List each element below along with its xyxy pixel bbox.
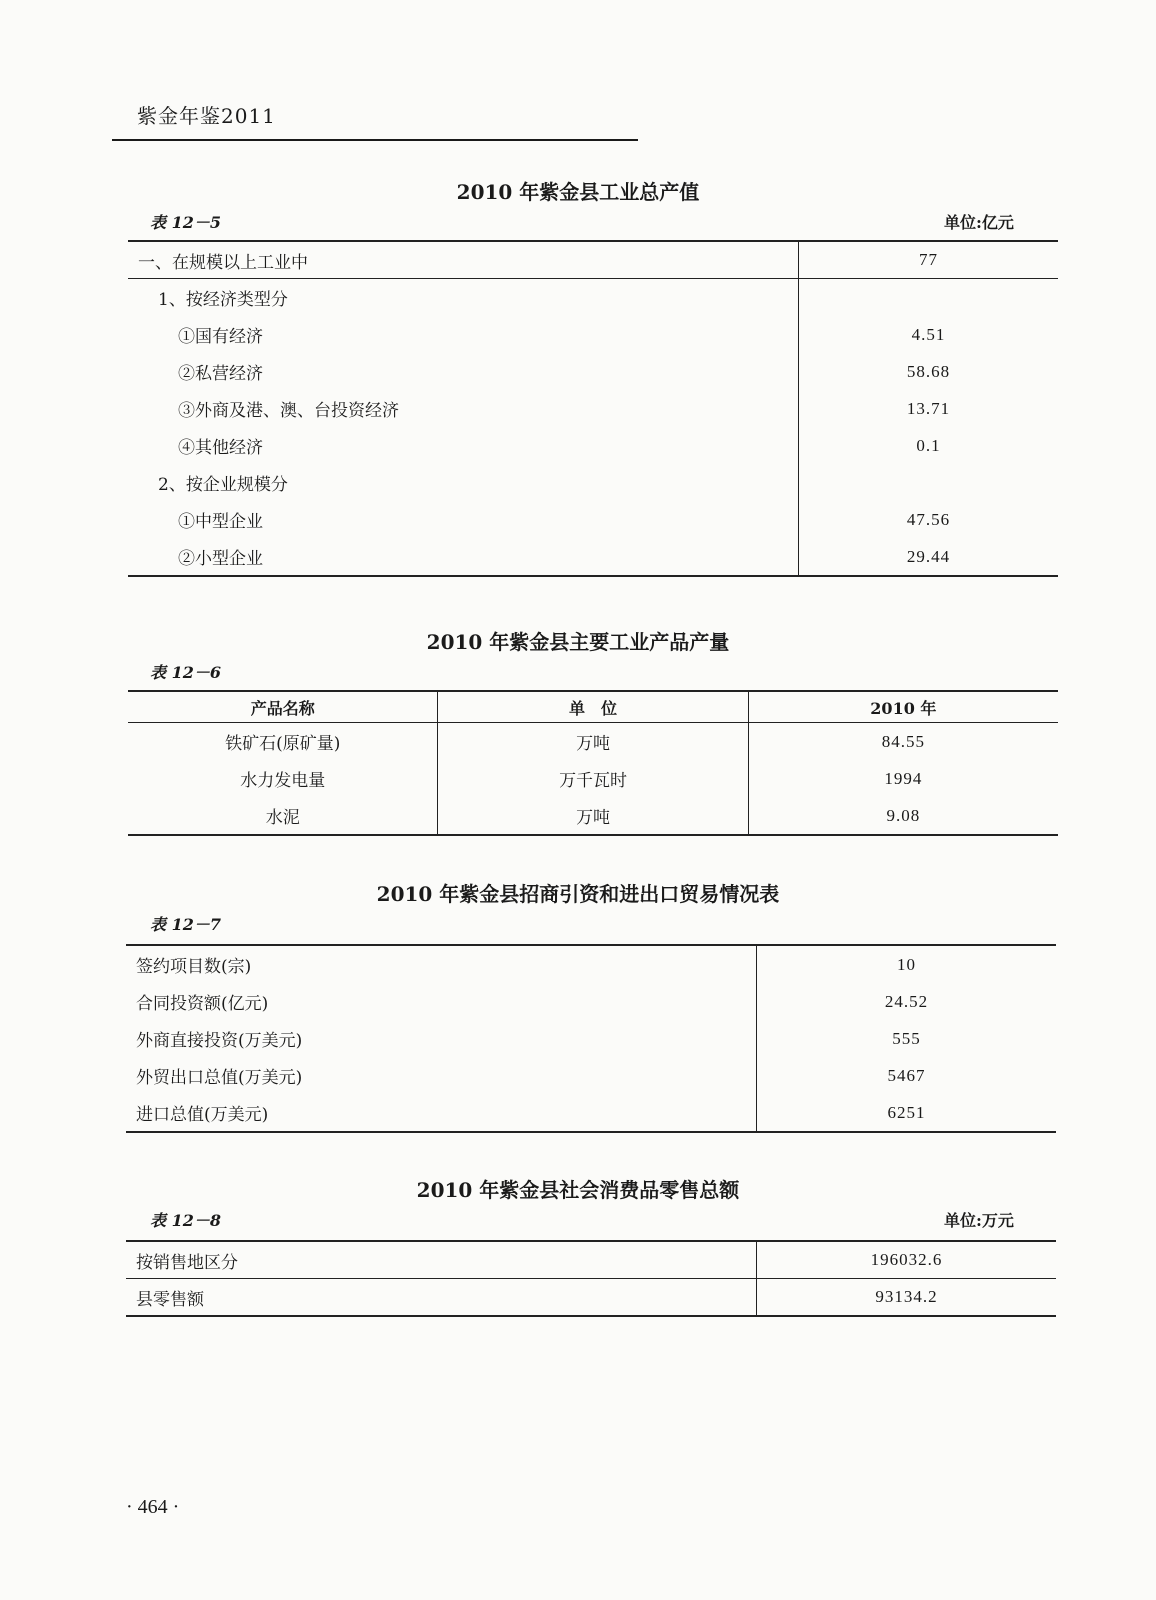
row-label: ②小型企业 xyxy=(178,549,263,569)
table-12-5-unit: 单位:亿元 xyxy=(944,213,1014,232)
table-row xyxy=(128,390,1058,427)
table-row xyxy=(128,723,1058,761)
table-12-8 xyxy=(126,1240,1056,1317)
row-value: 555 xyxy=(757,1020,1057,1057)
table-row xyxy=(128,241,1058,279)
table-12-8-number: 表 12－8 xyxy=(150,1211,221,1230)
row-label: 进口总值(万美元) xyxy=(136,1105,269,1125)
row-label: ④其他经济 xyxy=(178,438,263,458)
row-value: 6251 xyxy=(757,1094,1057,1132)
table-header-row xyxy=(128,691,1058,723)
row-label: 一、在规模以上工业中 xyxy=(128,241,799,279)
row-label: 2、按企业规模分 xyxy=(158,475,288,495)
table-12-8-title: 2010 年紫金县社会消费品零售总额 xyxy=(416,1178,740,1202)
product-value: 1994 xyxy=(748,760,1058,797)
table-12-6-title: 2010 年紫金县主要工业产品产量 xyxy=(426,630,730,654)
table-12-5 xyxy=(128,240,1058,577)
product-name: 水力发电量 xyxy=(240,771,326,791)
row-label: 外贸出口总值(万美元) xyxy=(136,1068,303,1088)
table-12-7-title: 2010 年紫金县招商引资和进出口贸易情况表 xyxy=(376,882,780,906)
table-row xyxy=(126,945,1056,983)
table-row xyxy=(128,316,1058,353)
table-12-7-number: 表 12－7 xyxy=(150,915,221,934)
row-value: 196032.6 xyxy=(757,1241,1057,1279)
row-value: 29.44 xyxy=(799,538,1059,576)
table-row xyxy=(126,983,1056,1020)
table-row xyxy=(128,501,1058,538)
row-value xyxy=(799,279,1059,317)
row-value: 77 xyxy=(799,241,1059,279)
product-unit: 万吨 xyxy=(438,723,748,761)
running-head: 紫金年鉴2011 xyxy=(137,104,276,128)
row-value: 93134.2 xyxy=(757,1279,1057,1317)
row-value: 58.68 xyxy=(799,353,1059,390)
row-label: 县零售额 xyxy=(136,1289,204,1310)
row-label: ③外商及港、澳、台投资经济 xyxy=(178,401,399,421)
row-value: 0.1 xyxy=(799,427,1059,464)
row-value: 10 xyxy=(757,945,1057,983)
row-label: 外商直接投资(万美元) xyxy=(136,1031,303,1051)
page-number: · 464 · xyxy=(126,1496,180,1518)
row-value: 47.56 xyxy=(799,501,1059,538)
table-12-6 xyxy=(128,690,1058,836)
table-row xyxy=(128,279,1058,317)
product-unit: 万吨 xyxy=(438,797,748,835)
header-rule xyxy=(112,139,638,141)
table-12-5-number: 表 12－5 xyxy=(150,213,221,232)
row-label: ①国有经济 xyxy=(178,327,263,347)
table-row xyxy=(128,538,1058,576)
product-unit: 万千瓦时 xyxy=(438,760,748,797)
table-row xyxy=(126,1241,1056,1279)
table-row xyxy=(128,760,1058,797)
row-value: 5467 xyxy=(757,1057,1057,1094)
row-value: 13.71 xyxy=(799,390,1059,427)
table-row xyxy=(126,1057,1056,1094)
row-label: ②私营经济 xyxy=(178,364,263,384)
table-row xyxy=(128,797,1058,835)
column-header: 2010 年 xyxy=(748,691,1058,723)
row-label: 1、按经济类型分 xyxy=(158,290,288,310)
table-12-5-title: 2010 年紫金县工业总产值 xyxy=(456,180,700,204)
product-value: 84.55 xyxy=(748,723,1058,761)
product-value: 9.08 xyxy=(748,797,1058,835)
row-label: 签约项目数(宗) xyxy=(136,957,252,977)
table-row xyxy=(126,1020,1056,1057)
table-row xyxy=(128,427,1058,464)
product-name: 水泥 xyxy=(265,808,300,828)
column-header: 单 位 xyxy=(438,691,748,723)
row-value xyxy=(799,464,1059,501)
row-value: 4.51 xyxy=(799,316,1059,353)
product-name: 铁矿石(原矿量) xyxy=(225,734,341,754)
row-label: ①中型企业 xyxy=(178,512,263,532)
table-12-8-unit: 单位:万元 xyxy=(944,1211,1014,1230)
table-row xyxy=(128,353,1058,390)
row-label: 合同投资额(亿元) xyxy=(136,994,269,1014)
table-row xyxy=(126,1094,1056,1132)
table-row xyxy=(126,1279,1056,1317)
column-header: 产品名称 xyxy=(128,691,438,723)
table-row xyxy=(128,464,1058,501)
row-value: 24.52 xyxy=(757,983,1057,1020)
row-label: 按销售地区分 xyxy=(126,1241,757,1279)
table-12-6-number: 表 12－6 xyxy=(150,663,221,682)
table-12-7 xyxy=(126,944,1056,1133)
